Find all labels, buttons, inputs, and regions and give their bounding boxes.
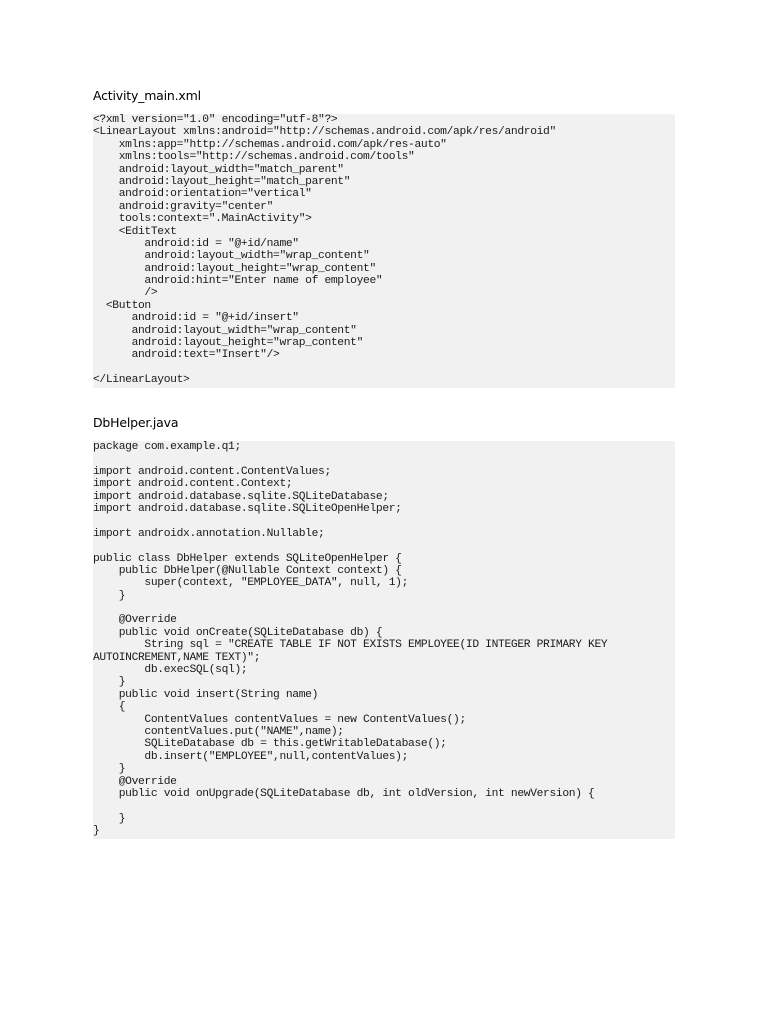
- code-line: {: [93, 701, 126, 714]
- section-title-dbhelper-java: DbHelper.java: [93, 415, 179, 430]
- code-line: <EditText: [93, 225, 177, 238]
- code-line: [93, 362, 675, 374]
- code-line: android:id = "@+id/name": [93, 237, 299, 250]
- code-line: import android.database.sqlite.SQLiteOpenHelper;: [93, 502, 402, 515]
- code-line: }: [93, 676, 126, 689]
- code-line: String sql = "CREATE TABLE IF NOT EXISTS EMPLOYEE(ID INTEGER PRIMARY KEY: [93, 639, 608, 652]
- code-line: db.insert("EMPLOYEE",null,contentValues);: [93, 750, 409, 763]
- code-line: android:layout_height="wrap_content": [93, 337, 364, 350]
- code-line: android:layout_width="wrap_content": [93, 324, 357, 337]
- code-line: <LinearLayout xmlns:android="http://schemas.android.com/apk/res/android": [93, 126, 556, 139]
- code-line: android:layout_width="match_parent": [93, 163, 344, 176]
- code-line: public class DbHelper extends SQLiteOpenHelper {: [93, 552, 402, 565]
- code-block-dbhelper-java: [93, 441, 675, 839]
- code-line: @Override: [93, 775, 177, 788]
- code-line: [93, 515, 675, 527]
- section-title-activity-main-xml: Activity_main.xml: [93, 88, 201, 103]
- code-line: @Override: [93, 614, 177, 627]
- code-line: import androidx.annotation.Nullable;: [93, 527, 325, 540]
- code-line: android:layout_height="match_parent": [93, 175, 351, 188]
- code-line: android:text="Insert"/>: [93, 349, 280, 362]
- code-line: SQLiteDatabase db = this.getWritableDatabase();: [93, 738, 447, 751]
- code-line: android:layout_height="wrap_content": [93, 262, 376, 275]
- code-line: public void onCreate(SQLiteDatabase db) {: [93, 626, 383, 639]
- code-line: android:id = "@+id/insert": [93, 312, 299, 325]
- code-line: <?xml version="1.0" encoding="utf-8"?>: [93, 114, 338, 126]
- code-line: tools:context=".MainActivity">: [93, 213, 312, 226]
- code-line: package com.example.q1;: [93, 441, 241, 453]
- code-line: [93, 540, 675, 552]
- code-line: public void insert(String name): [93, 688, 319, 701]
- code-line: import android.content.ContentValues;: [93, 465, 331, 478]
- code-line: import android.database.sqlite.SQLiteDatabase;: [93, 490, 389, 503]
- code-line: </LinearLayout>: [93, 374, 190, 387]
- code-line: android:layout_width="wrap_content": [93, 250, 370, 263]
- code-block-activity-main-xml: [93, 114, 675, 388]
- code-line: }: [93, 763, 126, 776]
- code-line: android:hint="Enter name of employee": [93, 275, 383, 288]
- code-line: ContentValues contentValues = new ContentValues();: [93, 713, 466, 726]
- code-line: contentValues.put("NAME",name);: [93, 725, 344, 738]
- code-line: [93, 453, 675, 465]
- code-line: xmlns:app="http://schemas.android.com/apk/res-auto": [93, 138, 447, 151]
- code-line: }: [93, 589, 126, 602]
- code-line: import android.content.Context;: [93, 478, 293, 491]
- code-line: <Button: [93, 299, 151, 312]
- code-line: public void onUpgrade(SQLiteDatabase db, int oldVersion, int newVersion) {: [93, 787, 595, 800]
- code-line: }: [93, 825, 100, 838]
- code-line: AUTOINCREMENT,NAME TEXT)";: [93, 651, 261, 664]
- code-line: android:gravity="center": [93, 200, 274, 213]
- code-line: public DbHelper(@Nullable Context context) {: [93, 564, 402, 577]
- code-line: xmlns:tools="http://schemas.android.com/tools": [93, 151, 415, 164]
- code-line: android:orientation="vertical": [93, 188, 312, 201]
- code-line: [93, 800, 675, 812]
- code-line: super(context, "EMPLOYEE_DATA", null, 1);: [93, 577, 409, 590]
- code-line: db.execSQL(sql);: [93, 664, 248, 677]
- code-line: [93, 602, 675, 614]
- code-line: />: [93, 287, 158, 300]
- code-line: }: [93, 812, 126, 825]
